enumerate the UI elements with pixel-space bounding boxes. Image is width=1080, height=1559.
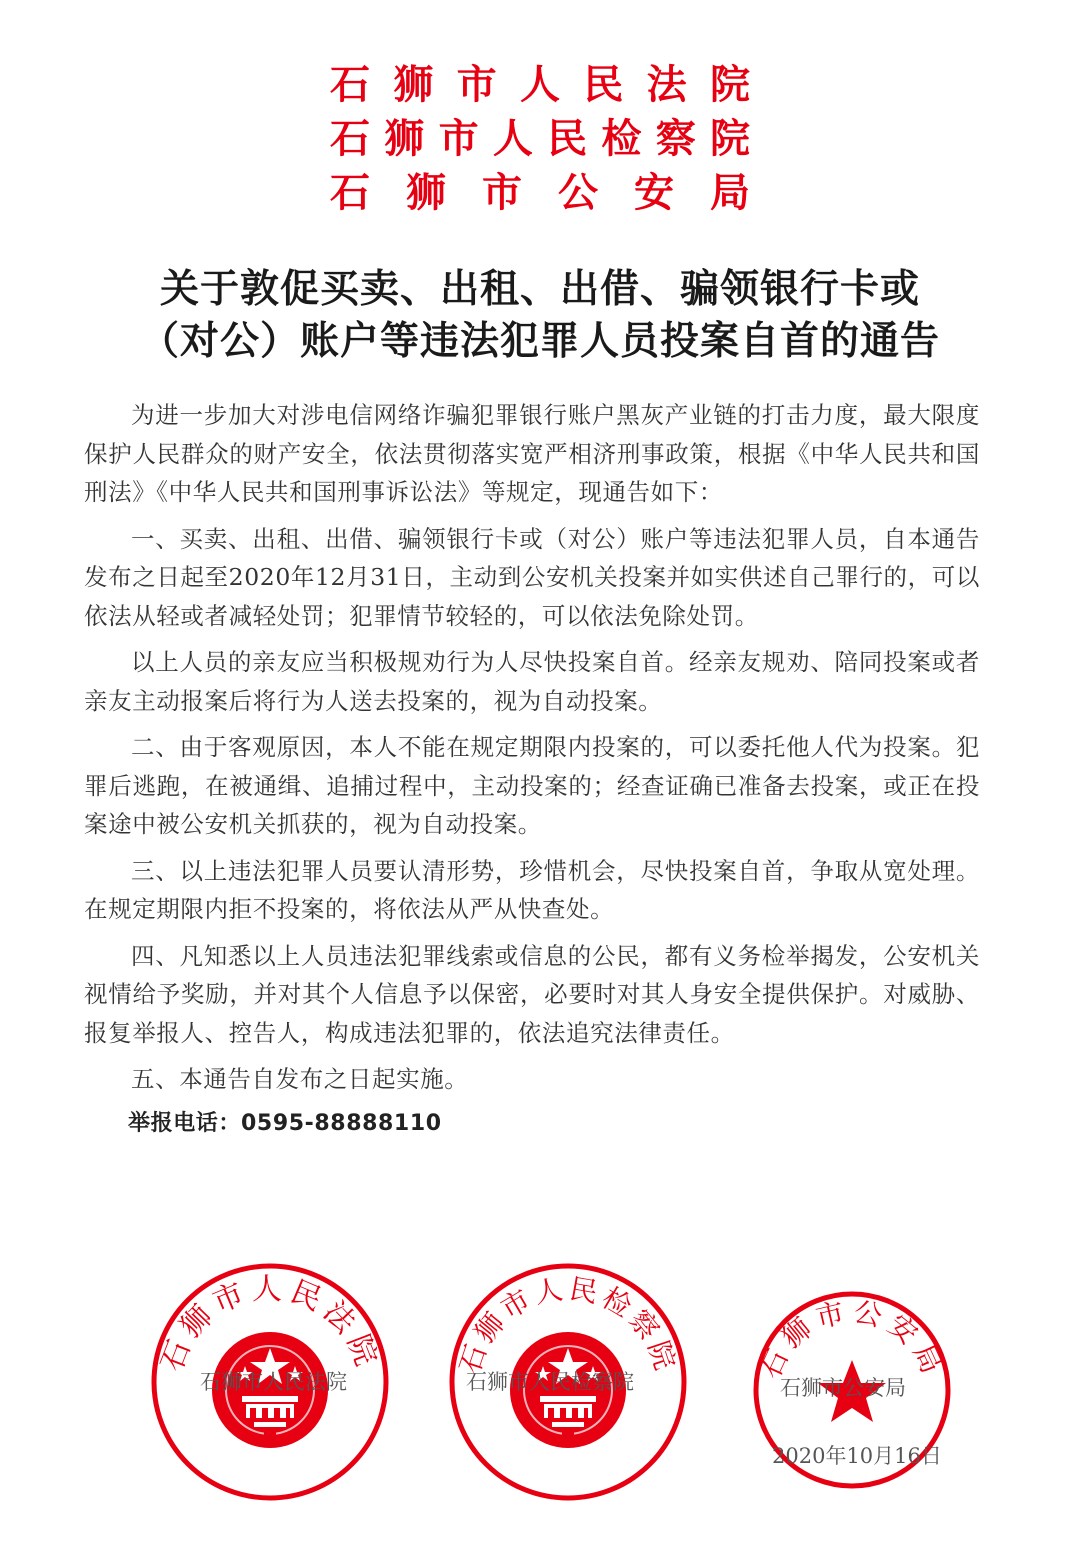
procuratorate-seal-arc-text: 石狮市人民检察院	[452, 1271, 684, 1378]
notice-title-line-1: 关于敦促买卖、出租、出借、骗领银行卡或	[159, 267, 920, 312]
notice-title-line-2: （对公）账户等违法犯罪人员投案自首的通告	[139, 319, 940, 364]
court-seal-arc-text: 石狮市人民法院	[154, 1271, 386, 1377]
agency-police: 石狮市公安局	[330, 169, 750, 216]
paragraph-relatives: 以上人员的亲友应当积极规劝行为人尽快投案自首。经亲友规劝、陪同投案或者亲友主动报案后将行为人送去投案的，视为自动投案。	[84, 648, 980, 715]
issuing-agencies	[330, 58, 770, 220]
hotline-number: 0595-88888110	[241, 1110, 442, 1136]
paragraph-3: 三、以上违法犯罪人员要认清形势，珍惜机会，尽快投案自首，争取从宽处理。在规定期限内拒不投案的，将依法从严从快查处。	[84, 856, 980, 923]
paragraph-1: 一、买卖、出租、出借、骗领银行卡或（对公）账户等违法犯罪人员，自本通告发布之日起至2020年12月31日，主动到公安机关投案并如实供述自己罪行的，可以依法从轻或者减轻处罚；犯罪情节较轻的，可以依法免除处罚。	[84, 524, 980, 630]
hotline-label: 举报电话：	[128, 1110, 242, 1136]
court-seal	[150, 1262, 390, 1502]
paragraph-intro: 为进一步加大对涉电信网络诈骗犯罪银行账户黑灰产业链的打击力度，最大限度保护人民群众的财产安全，依法贯彻落实宽严相济刑事政策，根据《中华人民共和国刑法》《中华人民共和国刑事诉讼法》等规定，现通告如下：	[84, 401, 980, 506]
procuratorate-signature: 石狮市人民检察院	[466, 1370, 634, 1394]
court-signature: 石狮市人民法院	[200, 1370, 347, 1394]
notice-body	[84, 396, 980, 1151]
police-signature: 石狮市公安局	[780, 1376, 906, 1400]
police-seal-arc-text: 石狮市公安局	[753, 1294, 951, 1384]
issue-date: 2020年10月16日	[772, 1444, 942, 1468]
police-bureau-seal	[752, 1290, 952, 1490]
paragraph-5: 五、本通告自发布之日起实施。	[131, 1065, 469, 1093]
agency-court: 石狮市人民法院	[330, 61, 750, 108]
paragraph-2: 二、由于客观原因，本人不能在规定期限内投案的，可以委托他人代为投案。犯罪后逃跑，在被通缉、追捕过程中，主动投案的；经查证确已准备去投案，或正在投案途中被公安机关抓获的，视为自动投案。	[84, 733, 980, 838]
paragraph-4: 四、凡知悉以上人员违法犯罪线索或信息的公民，都有义务检举揭发，公安机关视情给予奖励，并对其个人信息予以保密，必要时对其人身安全提供保护。对威胁、报复举报人、控告人，构成违法犯罪的，依法追究法律责任。	[84, 941, 980, 1047]
agency-procuratorate: 石狮市人民检察院	[330, 115, 750, 162]
procuratorate-seal	[448, 1262, 688, 1502]
report-hotline	[84, 1105, 980, 1144]
